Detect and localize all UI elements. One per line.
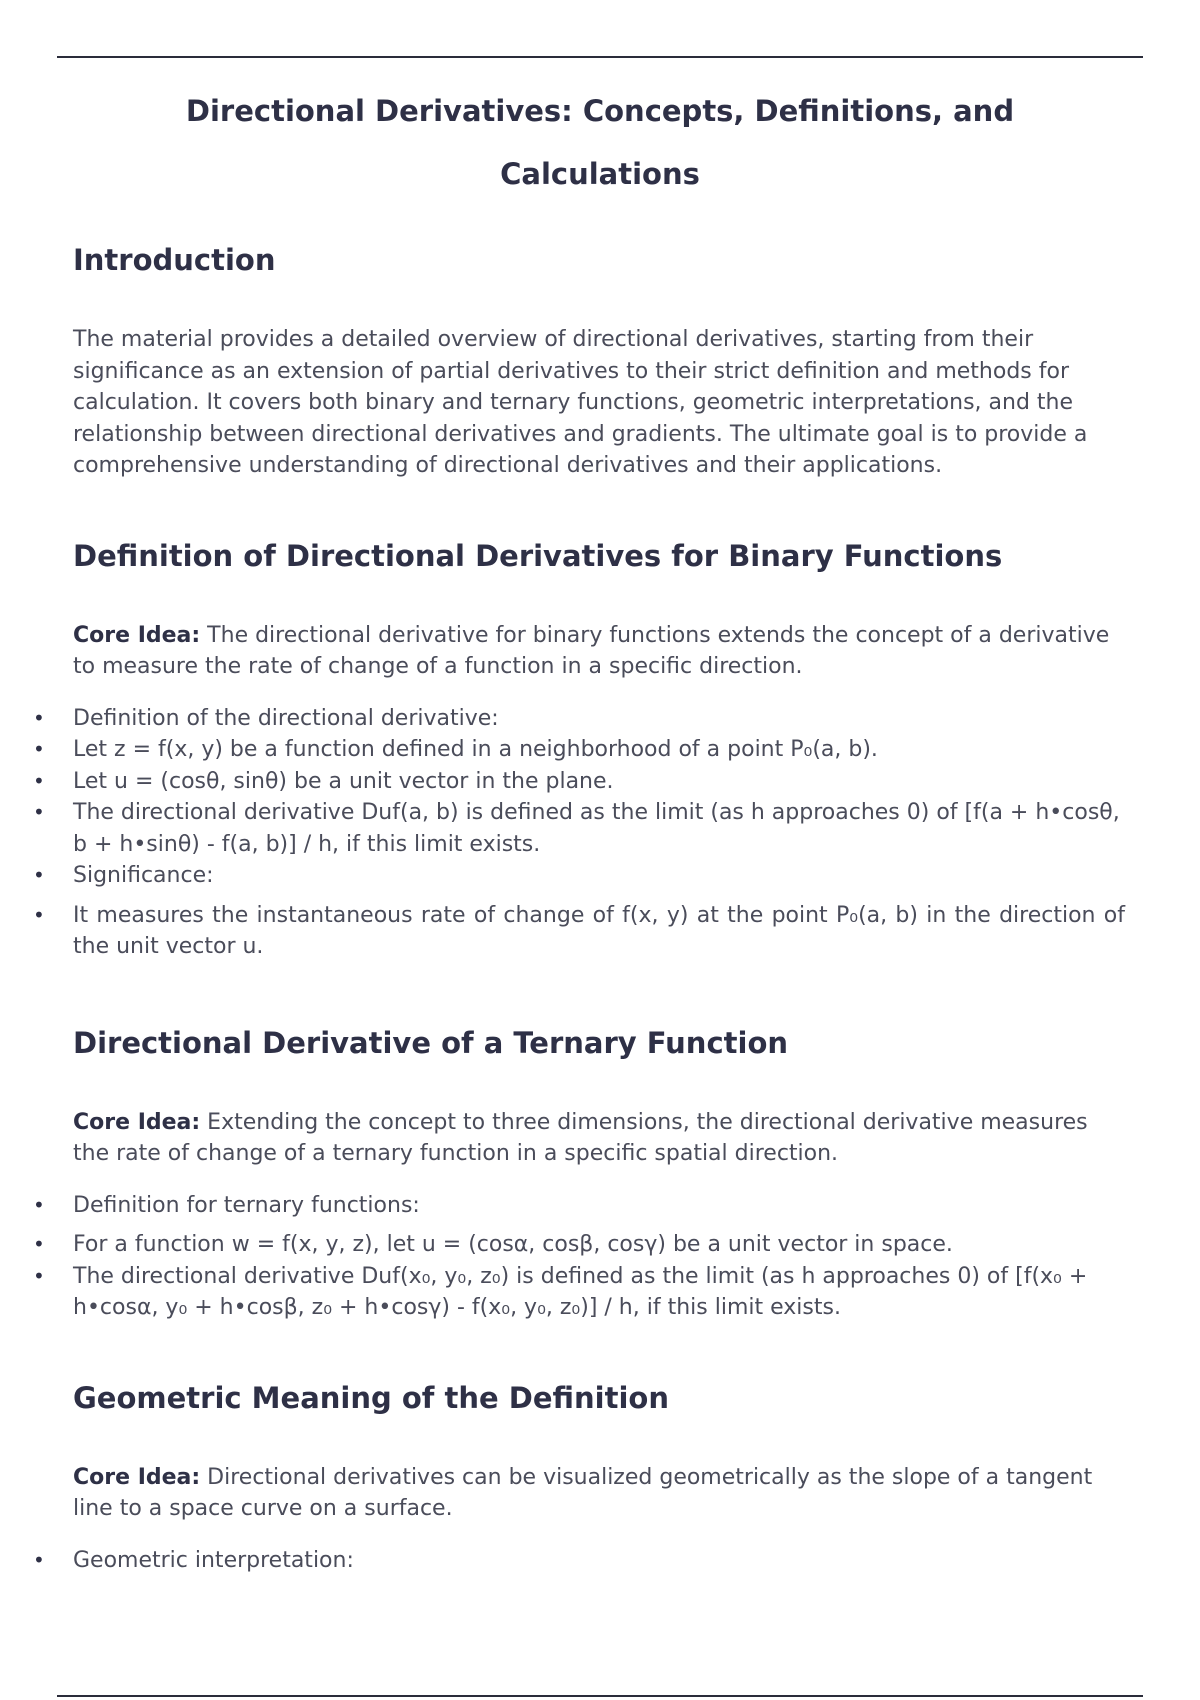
core-idea-label: Core Idea: [73,1464,201,1490]
core-idea-text: Directional derivatives can be visualized geometrically as the slope of a tangent line to a space curve on a surface. [73,1464,1093,1521]
core-idea-text: The directional derivative for binary functions extends the concept of a derivative to measure the rate of change of a function in a specific direction. [73,622,1110,679]
list-item: • Let z = f(x, y) be a function defined in a neighborhood of a point P₀(a, b). [73,734,1125,766]
list-item: • It measures the instantaneous rate of change of f(x, y) at the point P₀(a, b) in the direction of the unit vector u. [73,900,1125,963]
section-heading-introduction: Introduction [73,243,276,277]
core-idea-text: Extending the concept to three dimensions, the directional derivative measures the rate of change of a ternary function in a specific spatial direction. [73,1109,1088,1166]
binary-bullet-list [73,703,1125,963]
section-heading-geometric: Geometric Meaning of the Definition [73,1380,669,1415]
ternary-bullet-list [73,1190,1125,1324]
list-item: • The directional derivative Duf(a, b) is defined as the limit (as h approaches 0) of [f(a + h•cosθ, b + h•sinθ) - f(a, b)] / h, if this limit exists. [73,797,1125,860]
section-heading-ternary: Directional Derivative of a Ternary Function [73,1025,789,1060]
list-item: • The directional derivative Duf(x₀, y₀, z₀) is defined as the limit (as h approaches 0) of [f(x₀ + h•cosα, y₀ + h•cosβ, z₀ + h•cosγ) - f(x₀, y₀, z₀)] / h, if this limit exists. [73,1261,1125,1324]
document-title: Directional Derivatives: Concepts, Definitions, and Calculations [185,94,1015,191]
ternary-core-idea [73,1107,1125,1170]
list-item: • For a function w = f(x, y, z), let u = (cosα, cosβ, cosγ) be a unit vector in space. [73,1229,1125,1261]
list-item: • Let u = (cosθ, sinθ) be a unit vector in the plane. [73,766,1125,798]
core-idea-label: Core Idea: [73,1109,201,1135]
geometric-bullet-list [73,1545,1125,1577]
top-rule [57,56,1143,58]
core-idea-label: Core Idea: [73,622,201,648]
bottom-rule [57,1695,1143,1697]
list-item: • Definition of the directional derivative: [73,703,1125,735]
document-body [73,236,1125,1576]
section-heading-binary: Definition of Directional Derivatives for Binary Functions [73,538,1003,573]
binary-core-idea [73,620,1125,683]
intro-paragraph: The material provides a detailed overview of directional derivatives, starting from their significance as an extension of partial derivatives to their strict definition and methods for calculation. It covers both binary and ternary functions, geometric interpretations, and the relationship between directional derivatives and gradients. The ultimate goal is to provide a comprehensive understanding of directional derivatives and their applications. [73,327,1088,478]
geometric-core-idea [73,1462,1125,1525]
list-item: • Geometric interpretation: [73,1545,1125,1577]
list-item: • Significance: [73,860,1125,892]
list-item: • Definition for ternary functions: [73,1190,1125,1222]
